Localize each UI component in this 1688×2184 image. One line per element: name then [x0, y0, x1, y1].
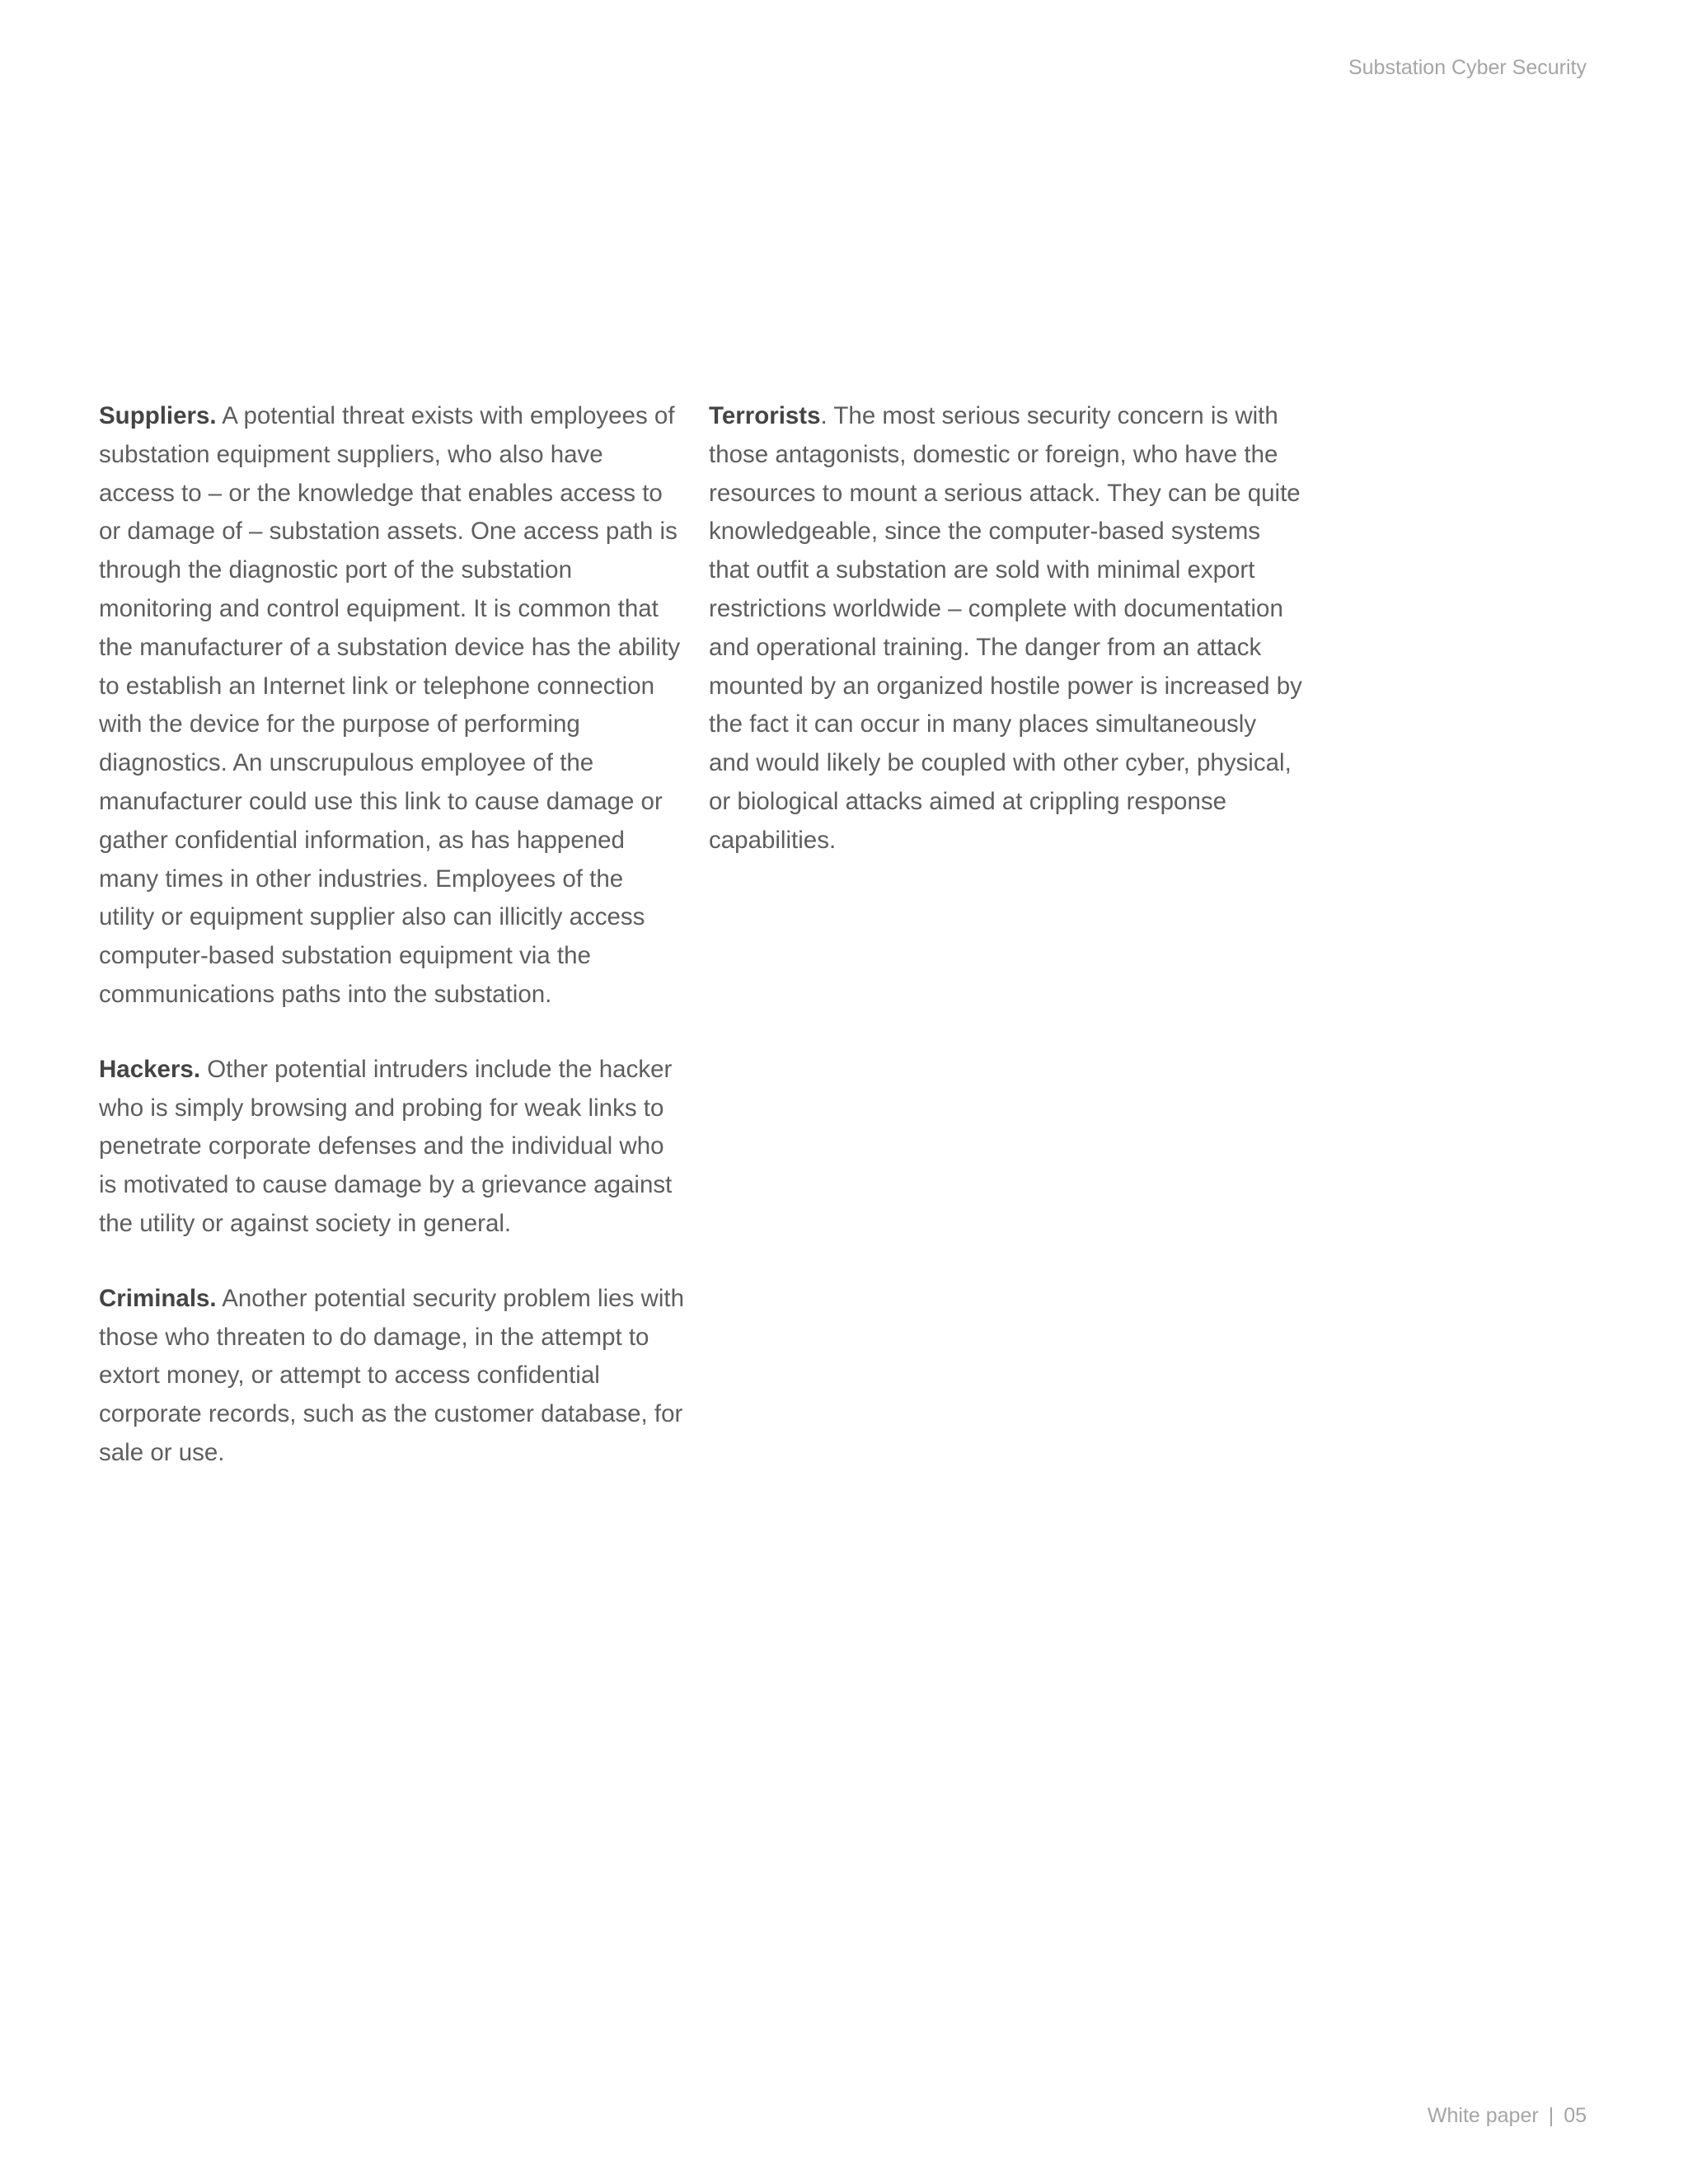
left-text-column [99, 397, 684, 1509]
paragraph-lead-terrorists: Terrorists [709, 402, 821, 429]
footer-label: White paper [1427, 2104, 1539, 2127]
right-text-column [709, 397, 1302, 897]
page-number: 05 [1564, 2104, 1587, 2127]
paragraph-lead-criminals: Criminals. [99, 1284, 217, 1312]
page-footer [1428, 2104, 1587, 2128]
footer-separator: | [1548, 2104, 1554, 2127]
paragraph-criminals [99, 1280, 684, 1473]
running-header-title: Substation Cyber Security [1348, 56, 1587, 79]
paragraph-lead-suppliers: Suppliers. [99, 402, 217, 429]
paragraph-body-suppliers: A potential threat exists with employees of substation equipment suppliers, who also have access to – or the knowledge that enables access to or damage of – substation assets. One access path is through the diagnostic port of the substation monitoring and control equipment. It is common that the manufacturer of a substation device has the ability to establish an Internet link or telephone connection with the device for the purpose of performing diagnostics. An unscrupulous employee of the manufacturer could use this link to cause damage or gather confidential information, as has happened many times in other industries. Employees of the utility or equipment supplier also can illicitly access computer-based substation equipment via the communications paths into the substation. [99, 402, 681, 1008]
paragraph-body-hackers: Other potential intruders include the hacker who is simply browsing and probing for weak links to penetrate corporate defenses and the individual who is motivated to cause damage by a grievance against the utility or against society in general. [99, 1055, 673, 1237]
paragraph-body-terrorists: . The most serious security concern is with those antagonists, domestic or foreign, who have the resources to mount a serious attack. They can be quite knowledgeable, since the computer-based systems that outfit a substation are sold with minimal export restrictions worldwide – complete with documentation and operational training. The danger from an attack mounted by an organized hostile power is increased by the fact it can occur in many places simultaneously and would likely be coupled with other cyber, physical, or biological attacks aimed at crippling response capabilities. [709, 402, 1302, 854]
paragraph-body-criminals: Another potential security problem lies with those who threaten to do damage, in the attempt to extort money, or attempt to access confidential corporate records, such as the customer database, for sale or use. [99, 1284, 684, 1466]
paragraph-suppliers [99, 397, 684, 1015]
paragraph-lead-hackers: Hackers. [99, 1055, 201, 1083]
paragraph-terrorists [709, 397, 1302, 860]
paragraph-hackers [99, 1051, 684, 1244]
